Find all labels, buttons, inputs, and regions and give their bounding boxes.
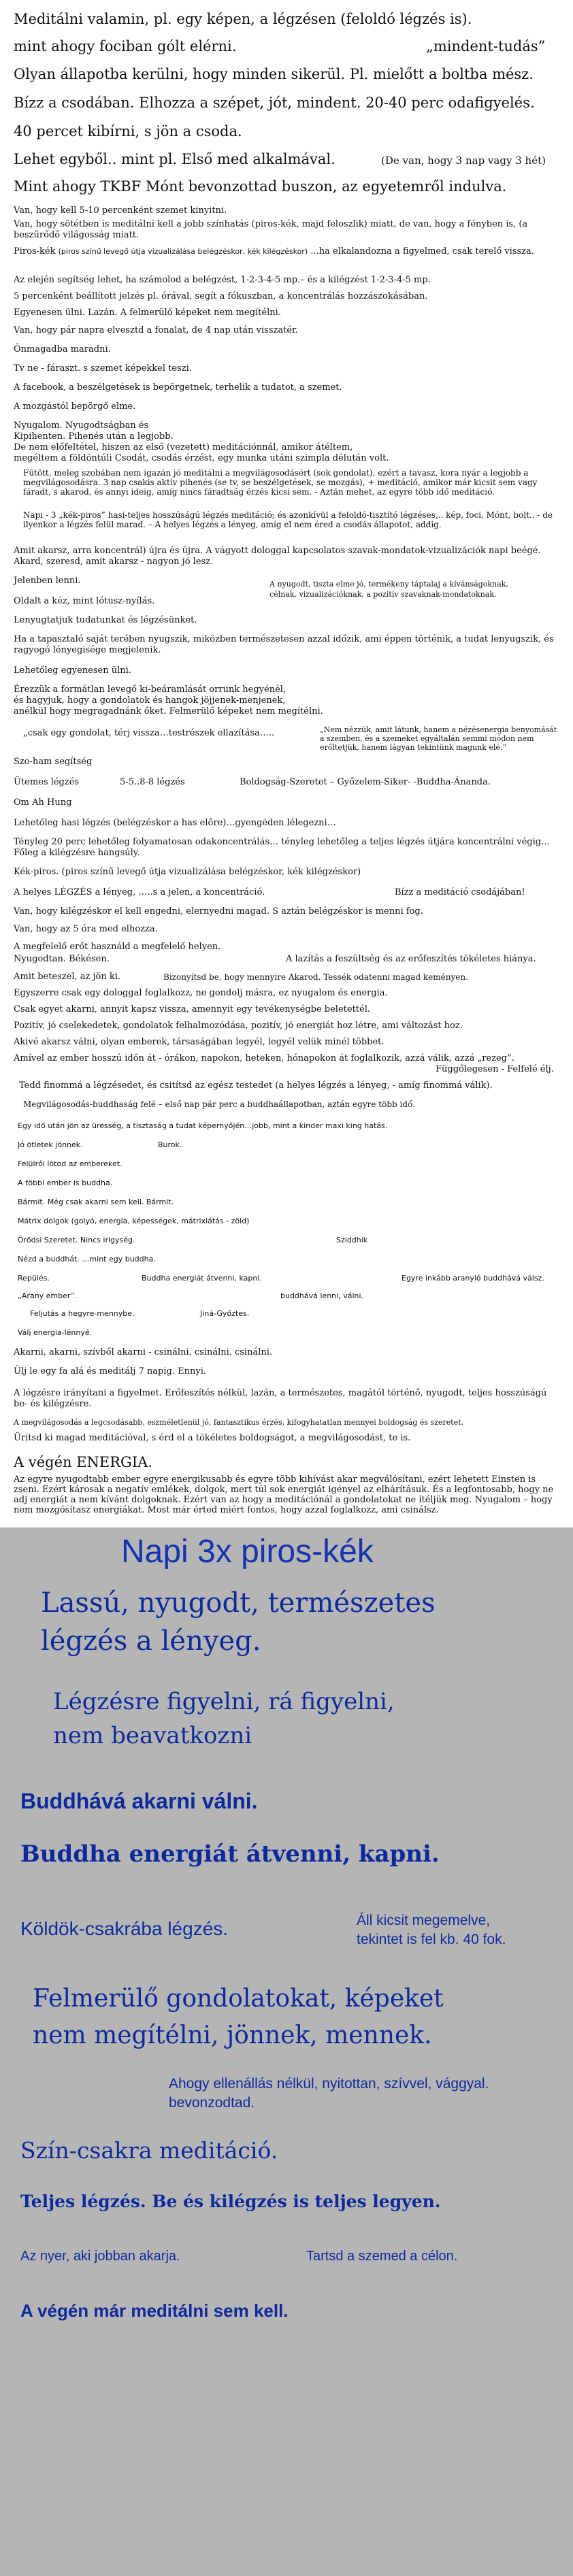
text-line: Mint ahogy TKBF Mónt bevonzottad buszon, az egyetemről indulva. <box>14 178 507 195</box>
poster-line: légzés a lényeg. <box>41 1625 261 1657</box>
poster-line: Ahogy ellenállás nélkül, nyitottan, szívvel, vággyal. <box>169 2076 489 2092</box>
text-line: megéltem a földöntúli Csodát, csodás érzést, egy munka utáni szimpla délután volt. <box>14 453 389 463</box>
poster-panel <box>0 1528 573 2576</box>
text-line: Bízz a csodában. Elhozza a szépet, jót, mindent. 20-40 perc odafigyelés. <box>14 95 535 111</box>
text-line: Akivé akarsz válni, olyan emberek, társaságában legyél, legyél velük minél többet. <box>14 1037 384 1047</box>
text-line: Egy idő után jön az üresség, a tisztaság a tudat képernyőjén…jobb, mint a kinder maxi king hatás. <box>18 1121 388 1130</box>
text-line: Van, hogy kilégzéskor el kell engedni, elernyedni magad. S aztán belégzéskor is menni fog. <box>14 906 423 917</box>
text-line: Piros-kék (piros színű levegő útja vizualizálása belégzéskor, kék kilégzéskor) ...ha elkalandozna a figyelmed, csak terelő vissza. <box>14 246 534 257</box>
poster-line: Lassú, nyugodt, természetes <box>41 1587 436 1619</box>
text-line: Az elején segítség lehet, ha számolod a belégzést, 1-2-3-4-5 mp.– és a kilégzést 1-2-3-4-5 mp. <box>14 275 431 285</box>
text-line: Akarni, akarni, szívből akarni - csinálni, csinálni, csinálni. <box>14 1347 273 1357</box>
poster-line: A végén már meditálni sem kell. <box>20 2300 289 2321</box>
text-line: A helyes LÉGZÉS a lényeg, …..s a jelen, a koncentráció. <box>14 887 265 897</box>
text-line: Egyenesen ülni. Lazán. A felmerülő képeket nem megítélni. <box>14 308 281 318</box>
text-line: 5-5..8-8 légzés <box>120 777 185 787</box>
poster-line: Buddhává akarni válni. <box>20 1789 258 1813</box>
text-line: Oldalt a kéz, mint lótusz-nyílás. <box>14 596 155 606</box>
text-line: Kipihenten. Pihenés után a legjobb. <box>14 431 174 442</box>
text-line: Nézd a buddhát. …mint egy buddha. <box>18 1255 156 1264</box>
text-line: A többi ember is buddha. <box>18 1178 113 1187</box>
text-line: Amível az ember hosszú időn át - órákon, napokon, heteken, hónapokon át foglalkozik, azzá válik, azzá „rezeg”. <box>14 1053 514 1063</box>
text-line: Fütött, meleg szobában nem igazán jó meditálni a megvilágosodásért (sok gondolat), ezért a tavasz, kora nyár a legjobb a megvilágosodásra. 3 nap csakis aktív pihenés (se tv, se beszélgetések, se mozgás), + meditáció, amikor már kicsit sem vagy fáradt, s akarod, és annyi ideig, amíg nincs fáradtság érzés kicsi sem. - Aztán mehet, az egyre több idő meditáció. <box>23 468 538 497</box>
text-line: Örödsi Szeretet. Nincs irigység. <box>18 1236 135 1244</box>
text-line: Mátrix dolgok (golyó, energia, képességek, mátrixlátás - zöld) <box>18 1217 250 1225</box>
poster-line: Buddha energiát átvenni, kapni. <box>20 1840 440 1868</box>
poster-line: Tartsd a szemed a célon. <box>306 2249 458 2264</box>
text-line: 40 percet kibírni, s jön a csoda. <box>14 123 242 139</box>
text-line: Ha a tapasztaló saját terében nyugszik, miközben természetesen azzal időzik, ami éppen történik, a tudat lenyugszik, és ragyogó lényegisége megjelenik. <box>14 634 554 655</box>
poster-line: Felmerülő gondolatokat, képeket <box>33 1985 444 2013</box>
text-line: A facebook, a beszélgetések is bepörgetnek, terhelik a tudatot, a szemet. <box>14 382 342 393</box>
text-line: Nyugalom. Nyugodtságban és <box>14 420 149 431</box>
text-line: „Nem nézzük, amit látunk, hanem a nézésenergia benyomását a szemben, és a szemeket egyáltalán semmi módon nem erőltetjük, hanem lágyan tekintünk magunk elé.” <box>320 725 557 752</box>
text-line: Boldogság-Szeretet – Győzelem-Siker- -Buddha-Ánanda. <box>240 777 491 787</box>
poster-line: Teljes légzés. Be és kilégzés is teljes legyen. <box>20 2192 441 2211</box>
text-line: Feljutás a hegyre-mennybe. <box>30 1309 135 1318</box>
poster-line: Köldök-csakrába légzés. <box>20 1918 229 1939</box>
text-line: Pozitív, jó cselekedetek, gondolatok felhalmozódása, pozitív, jó energiát hoz létre, ami változást hoz. <box>14 1021 463 1031</box>
text-line: A lazítás a feszültség és az erőfeszítés tökéletes hiánya. <box>286 954 536 964</box>
text-line: Egyre inkább aranyló buddhává válsz. <box>402 1274 544 1283</box>
text-line: Csak egyet akarni, annyit kapsz vissza, amennyit egy tevékenységbe beletettél. <box>14 1004 370 1014</box>
text-line: és hagyjuk, hogy a gondolatok és hangok jöjjenek-menjenek, <box>14 695 286 706</box>
text-line: Lehet egyből.. mint pl. Első med alkalmával. <box>14 151 335 167</box>
text-line: Egyszerre csak egy dologgal foglalkozz, ne gondolj másra, ez nyugalom és energia. <box>14 988 388 998</box>
text-line: De nem előfeltétel, hiszen az első (vezetett) meditációnnál, amikor átéltem, <box>14 442 353 452</box>
text-line: Jiná-Győztes. <box>200 1309 250 1318</box>
poster-line: bevonzodtad. <box>169 2095 255 2111</box>
poster-line: Áll kicsit megemelve, <box>357 1913 491 1928</box>
text-line: Függőlegesen - Felfelé élj. <box>436 1064 554 1074</box>
text-line: 5 percenként beállított jelzés pl. órával, segít a fókuszban, a koncentrálás hozzászokásában. <box>14 291 428 301</box>
text-line: „Arany ember”. <box>18 1291 78 1300</box>
text-line: Ülj le egy fa alá és meditálj 7 napig. Ennyi. <box>14 1366 206 1376</box>
text-line: „csak egy gondolat, térj vissza…testrészek ellazítása….. <box>23 728 275 738</box>
text-line: A légzésre irányítani a figyelmet. Erőfeszítés nélkül, lazán, a természetes, magától történő, nyugodt, teljes hosszúságú be- és kilégzésre. <box>14 1388 547 1409</box>
text-line: Lehetőleg egyenesen ülni. <box>14 665 131 676</box>
text-line: célnak, vizualizációknak, a pozitív szavaknak-mondatoknak. <box>269 590 497 599</box>
poster-line: Szín-csakra meditáció. <box>20 2137 278 2164</box>
text-line: Válj energia-lénnyé. <box>18 1328 93 1337</box>
text-line: Bizonyítsd be, hogy mennyire Akarod. Tessék odatenni magad keményen. <box>163 972 468 982</box>
section-heading: A végén ENERGIA. <box>14 1454 152 1470</box>
text-line: Bármit. Még csak akarni sem kell. Bármit. <box>18 1198 174 1206</box>
text-line: Megvilágosodás-buddhaság felé – első nap pár perc a buddhaállapotban, aztán egyre több idő. <box>23 1100 416 1109</box>
text-line: Sziddhik <box>336 1236 368 1244</box>
text-line: Van, hogy az 5 óra med elhozza. <box>14 924 158 934</box>
text-line: Lenyugtatjuk tudatunkat és légzésünket. <box>14 615 197 625</box>
text-line: Érezzük a formátlan levegő ki-beáramlását orrunk hegyénél, <box>14 684 286 695</box>
poster-heading: Napi 3x piros-kék <box>121 1534 374 1570</box>
text-line: Om Ah Hung <box>14 797 72 808</box>
poster-line: nem beavatkozni <box>53 1722 252 1749</box>
text-line: Bízz a meditáció csodájában! <box>395 887 525 897</box>
text-line: Amit beteszel, az jön ki. <box>14 972 121 982</box>
text-line: Ütemes légzés <box>14 777 80 787</box>
text-line: A mozgástól bepörgő elme. <box>14 401 136 412</box>
text-line: Van, hogy sötétben is meditálni kell a jobb színhatás (piros-kék, majd feloszlik) miatt, de van, hogy a fényben is, (a beszűrődő világosság miatt. <box>14 219 528 240</box>
text-line: buddhává lenni, válni. <box>280 1291 364 1300</box>
text-line: Repülés. <box>18 1274 50 1283</box>
text-line: Napi - 3 „kék-piros” hasi-teljes hosszúságú légzés meditáció; és azonkívül a feloldó-tisztító légzéses,.. kép, foci, Mónt, bolt.. - de ilyenkor a légzés felül marad. – A helyes légzés a lényeg, amíg el nem éred a csodás állapotot, addig. <box>23 510 553 529</box>
text-line: mint ahogy fociban gólt elérni. <box>14 38 237 54</box>
text-line: Burok. <box>158 1140 182 1149</box>
text-line: Szo-ham segítség <box>14 757 93 767</box>
poster-line: Az nyer, aki jobban akarja. <box>20 2249 180 2264</box>
text-line: Jelenben lenni. <box>14 576 81 586</box>
text-line: Az egyre nyugodtabb ember egyre energikusabb és egyre több kihívást akar megválósítani, ezért lehetett Einsten is zseni. Ezért károsak a negatív emlékek, dolgok, mert túl sok energiát igényel az elhárításuk. És a legfontosabb, hogy ne adj energiát a nem kívánt dolgoknak. Ezért van az hogy a meditációnál a gondolatokat ne ítéljük meg. Nyugalom – hogy nem mozgósítasz energiákat. Most már érted miért fontos, hogy azzal foglalkozz, ami csinálsz. <box>14 1474 554 1515</box>
text-line: Önmagadba maradni. <box>14 344 111 354</box>
text-line: Meditálni valamin, pl. egy képen, a légzésen (feloldó légzés is). <box>14 11 472 27</box>
text-line: Tv ne - fáraszt. s szemet képekkel teszi. <box>14 363 192 374</box>
text-line: Van, hogy pár napra elvesztd a fonalat, de 4 nap után visszatér. <box>14 325 298 335</box>
text-line: Buddha energiát átvenni, kapni. <box>142 1274 262 1283</box>
poster-line: nem megítélni, jönnek, mennek. <box>33 2021 432 2049</box>
text-line: A megvilágosodás a legcsodásabb, eszméletlenül jó, fantasztikus érzés, kifogyhatatlan mennyei boldogság és szeretet. <box>14 1418 464 1427</box>
text-line: „mindent-tudás” <box>426 38 546 54</box>
text-line: A megfelelő erőt használd a megfelelő helyen. <box>14 942 221 952</box>
poster-line: Légzésre figyelni, rá figyelni, <box>53 1688 395 1715</box>
text-line: Olyan állapotba kerülni, hogy minden sikerül. Pl. mielőtt a boltba mész. <box>14 66 534 82</box>
text-line: Nyugodtan. Békésen. <box>14 954 110 964</box>
text-line: A nyugodt, tiszta elme jó, termékeny táptalaj a kívánságoknak, <box>269 580 508 589</box>
text-line: Jó ötletek jönnek. <box>18 1140 83 1149</box>
text-line: Van, hogy kell 5-10 percenként szemet kinyitni. <box>14 205 227 216</box>
text-line: (De van, hogy 3 nap vagy 3 hét) <box>381 154 546 167</box>
text-line: Tényleg 20 perc lehetőleg folyamatosan odakoncentrálás… tényleg lehetőleg a teljes légzés útjára koncentrálni végig… Főleg a kilégzésre hangsúly. <box>14 837 551 858</box>
text-line: Tedd finommá a légzésedet, és csitítsd az egész testedet (a helyes légzés a lényeg, - amíg finommá válik). <box>19 1080 493 1091</box>
text-line: Üritsd ki magad meditációval, s érd el a tökéletes boldogságot, a megvilágosodást, te is. <box>14 1433 411 1443</box>
text-line: Felülről lötod az embereket. <box>18 1159 122 1168</box>
text-line: Amit akarsz, arra koncentrál) újra és újra. A vágyott dologgal kapcsolatos szavak-mondatok-vizualizációk napi beégé. Akard, szeresd, amit akarsz - nagyon jó lesz. <box>14 546 541 567</box>
text-line: Lehetőleg hasi légzés (belégzéskor a has előre)…gyengéden lélegezni… <box>14 818 336 828</box>
poster-line: tekintet is fel kb. 40 fok. <box>357 1932 506 1947</box>
text-line: anélkül hogy megragadnánk őket. Felmerülő képeket nem megítélni. <box>14 706 323 716</box>
text-line: Kék-piros. (piros színű levegő útja vizualizálása belégzéskor, kék kilégzéskor) <box>14 867 361 877</box>
